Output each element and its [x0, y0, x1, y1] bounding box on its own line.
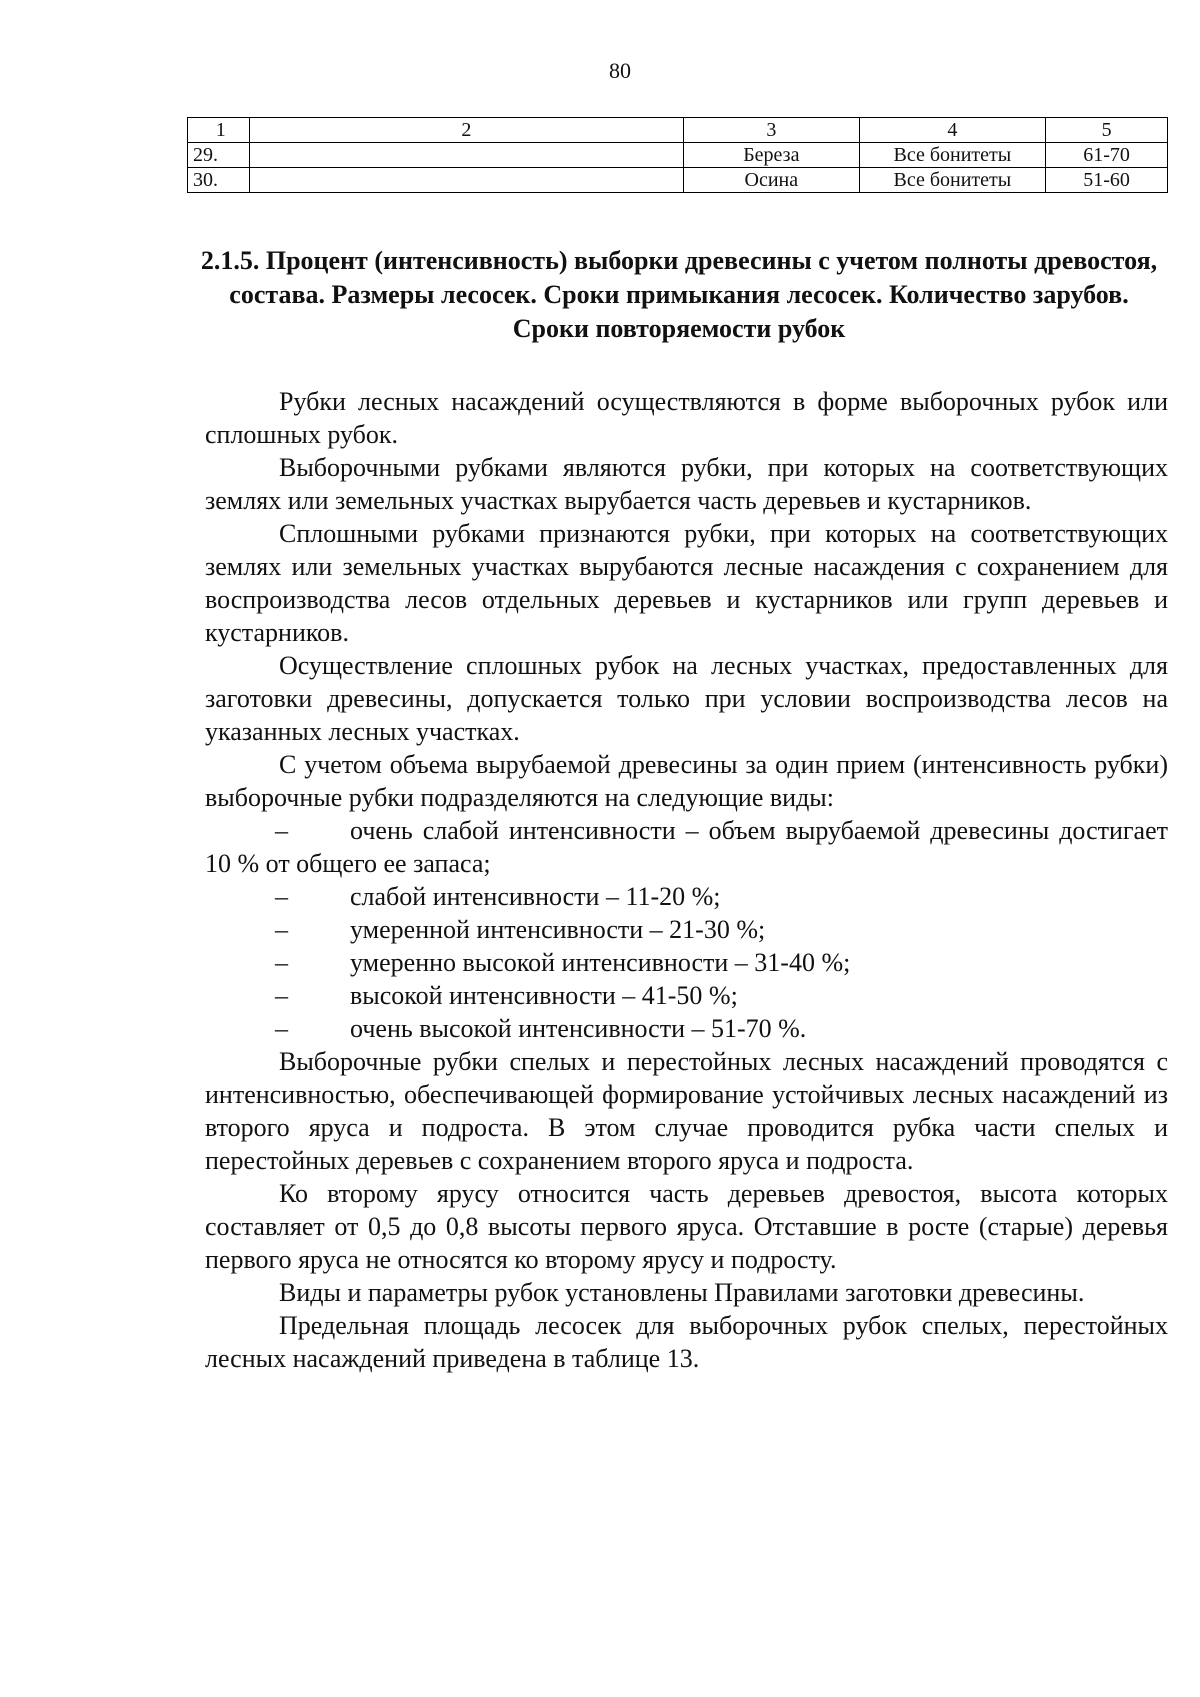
paragraph: Сплошными рубками признаются рубки, при которых на соответствующих землях или земельных участках вырубаются лесные насаждения с сохранением для воспроизводства лесов отдельных деревьев и кустарников или групп деревьев и кустарников. — [205, 519, 1168, 647]
section-title: 2.1.5. Процент (интенсивность) выборки древесины с учетом полноты древостоя, состава. Размеры лесосек. Сроки примыкания лесосек. Количество зарубов. Сроки повторяемости рубок — [200, 246, 1158, 343]
continuation-table — [187, 117, 1168, 193]
list-item-text: очень слабой интенсивности – объем вырубаемой древесины достигает 10 % от общего ее запаса; — [205, 816, 1168, 878]
list-item — [205, 814, 1168, 880]
list-item — [205, 979, 1168, 1012]
dash-marker: – — [275, 981, 288, 1010]
intensity-list — [205, 814, 1168, 1045]
list-item-text: умеренно высокой интенсивности – 31-40 %; — [350, 948, 851, 977]
age-range-cell: 51-60 — [1046, 168, 1168, 193]
table-header-cell: 5 — [1046, 118, 1168, 143]
table-cell — [249, 168, 684, 193]
dash-marker: – — [275, 816, 288, 845]
list-item-text: слабой интенсивности – 11-20 %; — [350, 882, 721, 911]
bonitet-cell: Все бонитеты — [859, 168, 1046, 193]
list-item-text: умеренной интенсивности – 21-30 %; — [350, 915, 766, 944]
list-item — [205, 1012, 1168, 1045]
dash-marker: – — [275, 915, 288, 944]
table-header-cell: 3 — [684, 118, 859, 143]
table-header-cell: 1 — [188, 118, 250, 143]
list-item-text: очень высокой интенсивности – 51-70 %. — [350, 1014, 807, 1043]
list-item-text: высокой интенсивности – 41-50 %; — [350, 981, 738, 1010]
dash-marker: – — [275, 1014, 288, 1043]
table-row — [188, 168, 1168, 193]
paragraph: С учетом объема вырубаемой древесины за один прием (интенсивность рубки) выборочные рубки подразделяются на следующие виды: — [205, 750, 1168, 812]
list-item — [205, 913, 1168, 946]
age-range-cell: 61-70 — [1046, 143, 1168, 168]
list-item — [205, 880, 1168, 913]
paragraph: Виды и параметры рубок установлены Правилами заготовки древесины. — [279, 1278, 1085, 1307]
row-number-cell: 29. — [188, 143, 250, 168]
paragraph: Выборочные рубки спелых и перестойных лесных насаждений проводятся с интенсивностью, обеспечивающей формирование устойчивых лесных насаждений из второго яруса и подроста. В этом случае проводится рубка части спелых и перестойных деревьев с сохранением второго яруса и подроста. — [205, 1047, 1168, 1175]
dash-marker: – — [275, 882, 288, 911]
table-header-row — [188, 118, 1168, 143]
table-row — [188, 143, 1168, 168]
bonitet-cell: Все бонитеты — [859, 143, 1046, 168]
paragraph: Ко второму ярусу относится часть деревьев древостоя, высота которых составляет от 0,5 до 0,8 высоты первого яруса. Отставшие в росте (старые) деревья первого яруса не относятся ко второму ярусу и подросту. — [205, 1179, 1168, 1274]
row-number-cell: 30. — [188, 168, 250, 193]
table-cell — [249, 143, 684, 168]
species-cell: Береза — [684, 143, 859, 168]
table-header-cell: 2 — [249, 118, 684, 143]
paragraph: Выборочными рубками являются рубки, при которых на соответствующих землях или земельных участках вырубается часть деревьев и кустарников. — [205, 453, 1168, 515]
paragraph: Осуществление сплошных рубок на лесных участках, предоставленных для заготовки древесины, допускается только при условии воспроизводства лесов на указанных лесных участках. — [205, 651, 1168, 746]
paragraph: Рубки лесных насаждений осуществляются в форме выборочных рубок или сплошных рубок. — [205, 387, 1168, 449]
list-item — [205, 946, 1168, 979]
body-text — [205, 385, 1168, 1375]
paragraph: Предельная площадь лесосек для выборочных рубок спелых, перестойных лесных насаждений приведена в таблице 13. — [205, 1311, 1168, 1373]
page-number: 80 — [609, 58, 631, 83]
table-header-cell: 4 — [859, 118, 1046, 143]
species-cell: Осина — [684, 168, 859, 193]
dash-marker: – — [275, 948, 288, 977]
